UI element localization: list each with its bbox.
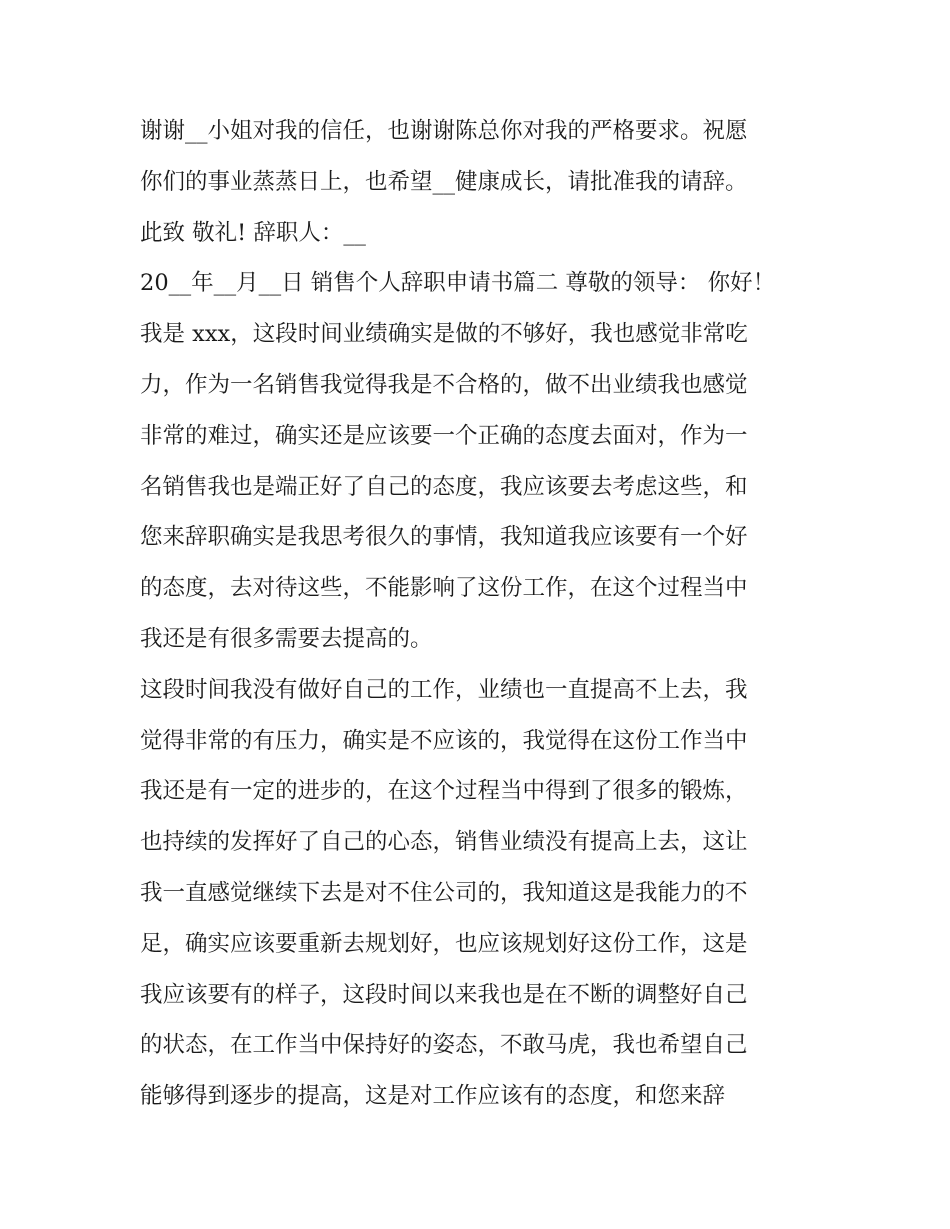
text-line: 也持续的发挥好了自己的心态，销售业绩没有提高上去，这让: [140, 829, 748, 856]
text-line: 我是 xxx，这段时间业绩确实是做的不够好，我也感觉非常吃: [140, 321, 748, 348]
text-line: 谢谢__小姐对我的信任，也谢谢陈总你对我的严格要求。祝愿: [140, 118, 748, 144]
text-line: 能够得到逐步的提高，这是对工作应该有的态度，和您来辞: [140, 1083, 726, 1110]
text-line: 我还是有很多需要去提高的。: [140, 625, 433, 652]
text-line: 非常的难过，确实还是应该要一个正确的态度去面对，作为一: [140, 422, 748, 449]
text-line: 的状态，在工作当中保持好的姿态，不敢马虎，我也希望自己: [140, 1032, 748, 1059]
text-line: 我一直感觉继续下去是对不住公司的，我知道这是我能力的不: [140, 879, 748, 906]
text-line: 你们的事业蒸蒸日上，也希望__健康成长，请批准我的请辞。: [140, 168, 748, 195]
body-text: [140, 106, 820, 1122]
text-line: 名销售我也是端正好了自己的态度，我应该要去考虑这些，和: [140, 473, 748, 500]
text-line: 此致 敬礼! 辞职人：__: [140, 219, 366, 246]
text-line: 20__年__月__日 销售个人辞职申请书篇二 尊敬的领导： 你好！: [140, 270, 776, 297]
text-line: 这段时间我没有做好自己的工作，业绩也一直提高不上去，我: [140, 676, 748, 703]
text-line: 力，作为一名销售我觉得我是不合格的，做不出业绩我也感觉: [140, 371, 748, 398]
text-line: 您来辞职确实是我思考很久的事情，我知道我应该要有一个好: [140, 524, 748, 551]
text-line: 我还是有一定的进步的，在这个过程当中得到了很多的锻炼，: [140, 778, 748, 805]
text-line: 的态度，去对待这些，不能影响了这份工作，在这个过程当中: [140, 575, 748, 602]
text-line: 觉得非常的有压力，确实是不应该的，我觉得在这份工作当中: [140, 727, 748, 754]
text-line: 足，确实应该要重新去规划好，也应该规划好这份工作，这是: [140, 930, 748, 957]
text-line: 我应该要有的样子，这段时间以来我也是在不断的调整好自己: [140, 981, 748, 1008]
